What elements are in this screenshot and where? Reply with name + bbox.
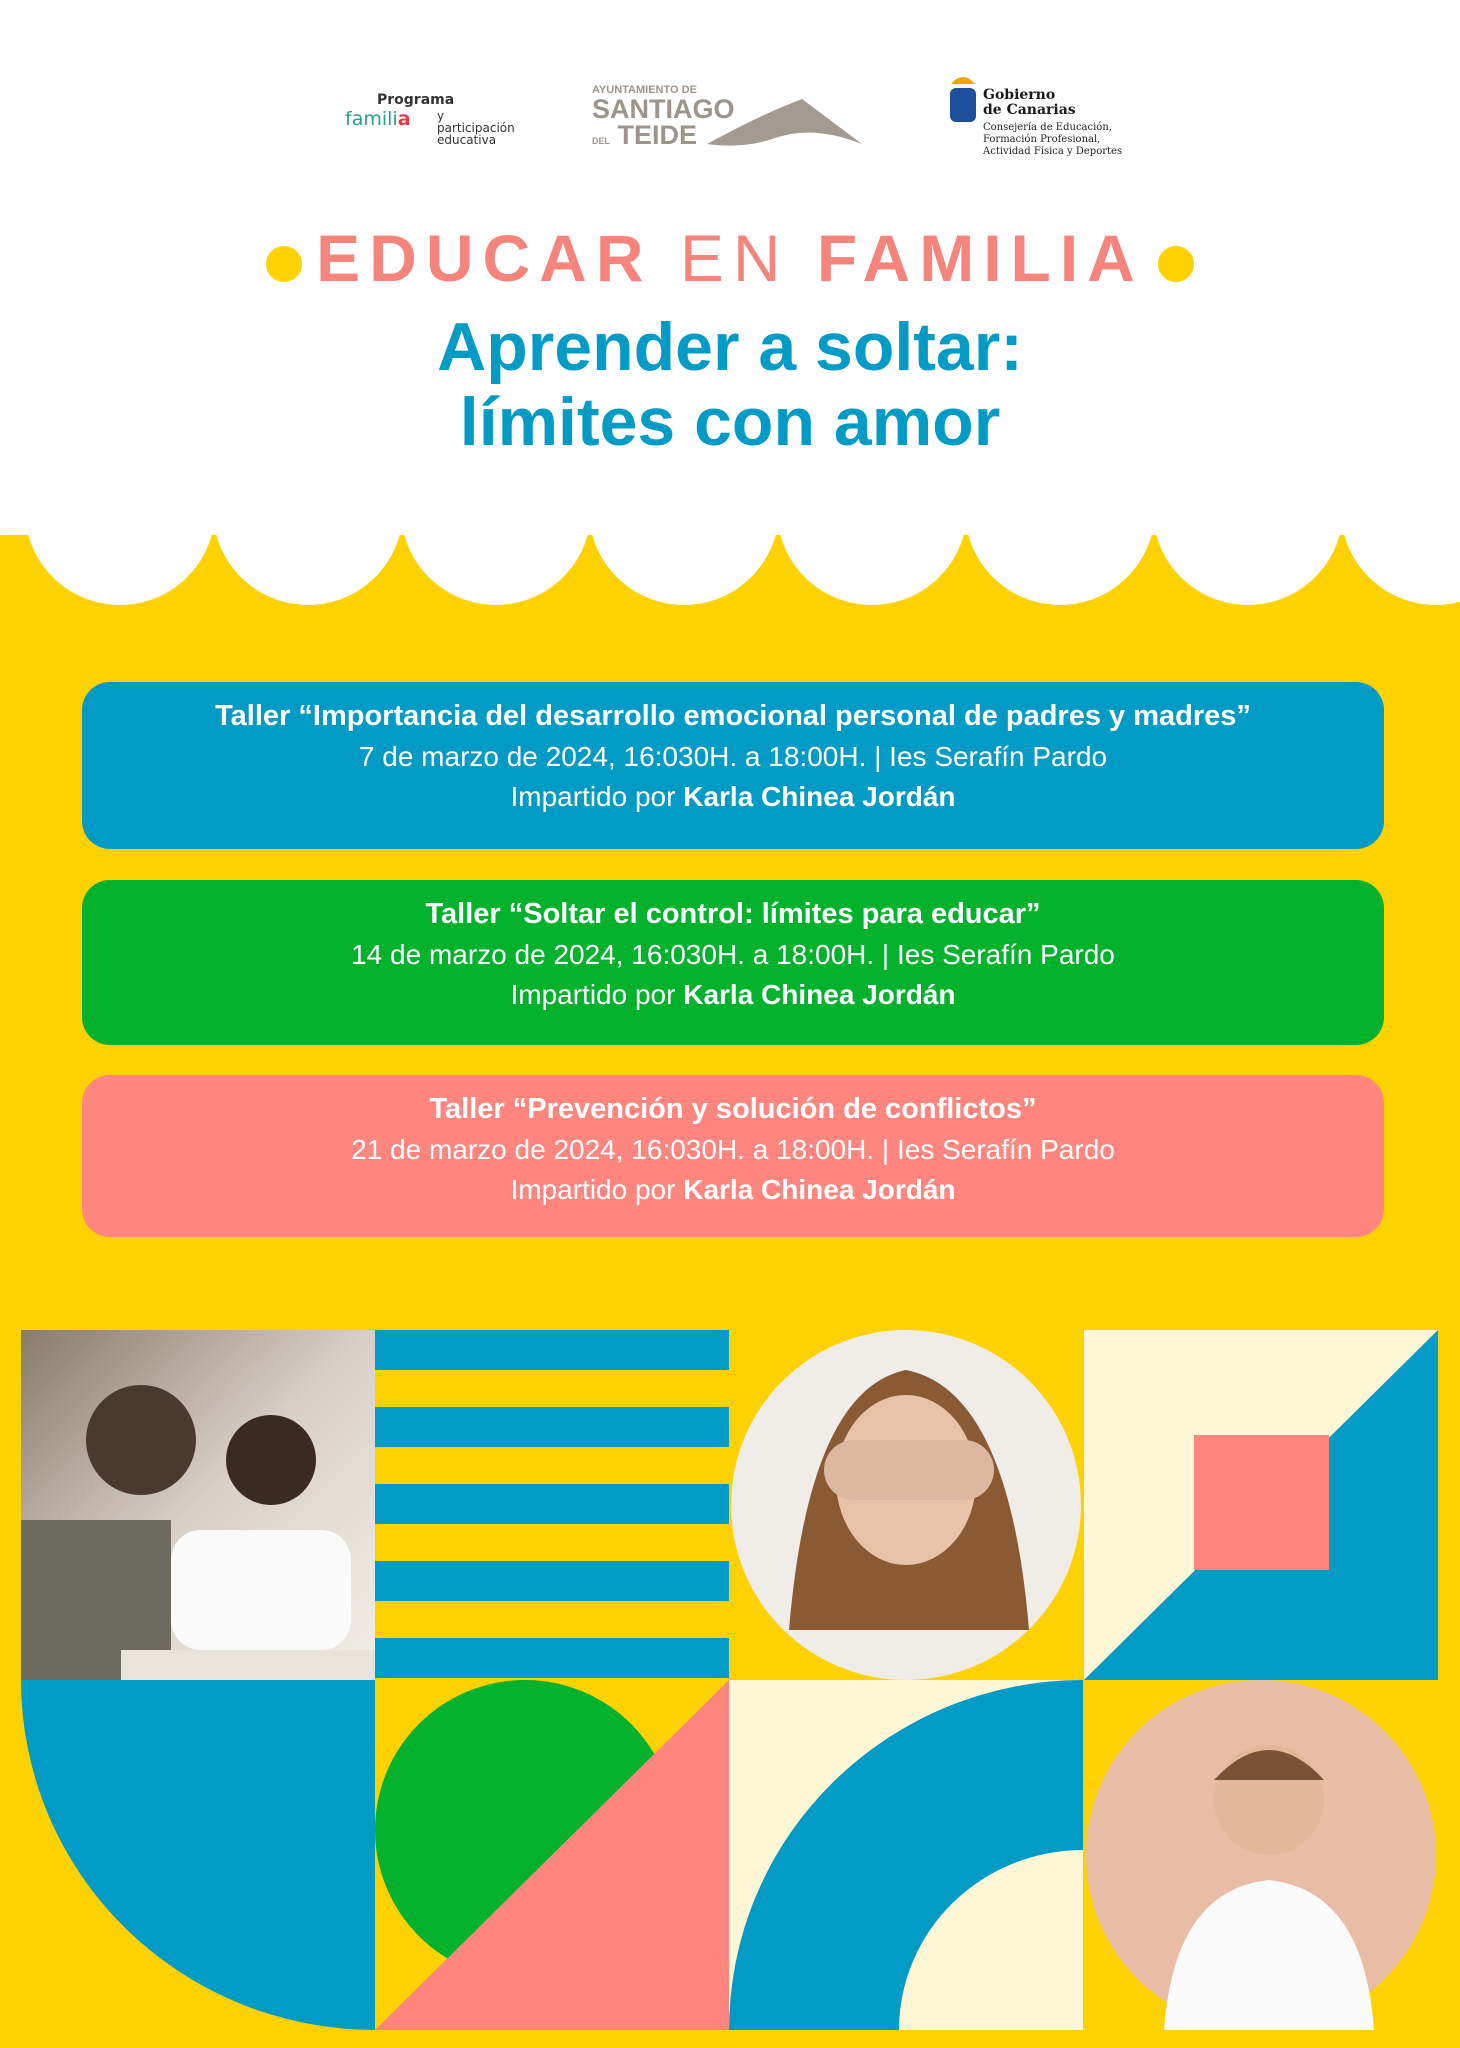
scallop [965, 520, 1155, 605]
event-title [0, 220, 1460, 296]
logo-text: educativa [437, 133, 497, 147]
logo-text: DEL [592, 136, 610, 146]
programa-familia-logo [345, 92, 525, 147]
photo-boy-circle [1084, 1680, 1438, 2030]
scallop [213, 520, 403, 605]
logo-text: Programa [377, 92, 455, 108]
workshop-date: 14 de marzo de 2024, 16:030H. a 18:00H. | Ies Serafín Pardo [351, 939, 1115, 970]
dot-decoration [1158, 246, 1194, 282]
workshop-speaker: Karla Chinea Jordán [683, 781, 956, 812]
scallop-border [0, 520, 1460, 610]
logo-text: Gobierno [983, 87, 1056, 103]
logo-bar [0, 70, 1460, 170]
workshop-by: Impartido por [510, 979, 684, 1010]
workshop-date: 21 de marzo de 2024, 16:030H. a 18:00H. | Ies Serafín Pardo [351, 1134, 1115, 1165]
workshop-title: Taller “Importancia del desarrollo emocional personal de padres y madres” [215, 700, 1251, 732]
logo-text: Consejería de Educación, [983, 122, 1112, 133]
geometric-tile [1084, 1330, 1438, 1680]
scallop [25, 520, 215, 605]
subtitle-line: límites con amor [459, 384, 1001, 460]
logo-text: famili [345, 108, 398, 130]
title-word: EDUCAR [316, 221, 653, 295]
title-word: EN [679, 221, 790, 295]
workshop-by: Impartido por [510, 1174, 684, 1205]
quarter-circle-tile [21, 1680, 375, 2030]
coat-of-arms-icon [947, 70, 979, 130]
logo-text: de Canarias [983, 102, 1076, 118]
dot-decoration [266, 246, 302, 282]
scallop [1341, 520, 1460, 605]
workshop-card [82, 682, 1384, 849]
scallop [589, 520, 779, 605]
scallop [1153, 520, 1343, 605]
arc-tile [729, 1680, 1083, 2030]
photo-father-daughter [21, 1330, 375, 1680]
santiago-del-teide-logo [592, 84, 735, 154]
logo-text: Actividad Física y Deportes [983, 146, 1123, 157]
workshop-title: Taller “Prevención y solución de conflictos” [429, 1093, 1037, 1125]
photo-woman-circle [729, 1330, 1083, 1680]
scallop [777, 520, 967, 605]
stripes-tile [375, 1330, 729, 1680]
workshop-card [82, 880, 1384, 1045]
subtitle-line: Aprender a soltar: [437, 309, 1023, 385]
workshop-speaker: Karla Chinea Jordán [683, 1174, 956, 1205]
triangle-circle-tile [375, 1680, 729, 2030]
logo-text: y participación [437, 109, 515, 135]
logo-text: a [397, 108, 411, 130]
workshop-title: Taller “Soltar el control: límites para educar” [425, 898, 1041, 930]
scallop [401, 520, 591, 605]
title-word: FAMILIA [816, 221, 1144, 295]
gobierno-canarias-logo [947, 70, 1123, 157]
logo-text: AYUNTAMIENTO DE [592, 84, 697, 96]
workshop-by: Impartido por [510, 781, 684, 812]
event-subtitle [0, 310, 1460, 460]
logo-text: TEIDE [617, 120, 698, 150]
workshop-date: 7 de marzo de 2024, 16:030H. a 18:00H. | Ies Serafín Pardo [358, 741, 1108, 772]
logo-text: SANTIAGO [592, 94, 735, 124]
mountain-icon [702, 94, 867, 154]
workshop-speaker: Karla Chinea Jordán [683, 979, 956, 1010]
logo-text: Formación Profesional, [983, 134, 1101, 145]
workshop-card [82, 1075, 1384, 1237]
